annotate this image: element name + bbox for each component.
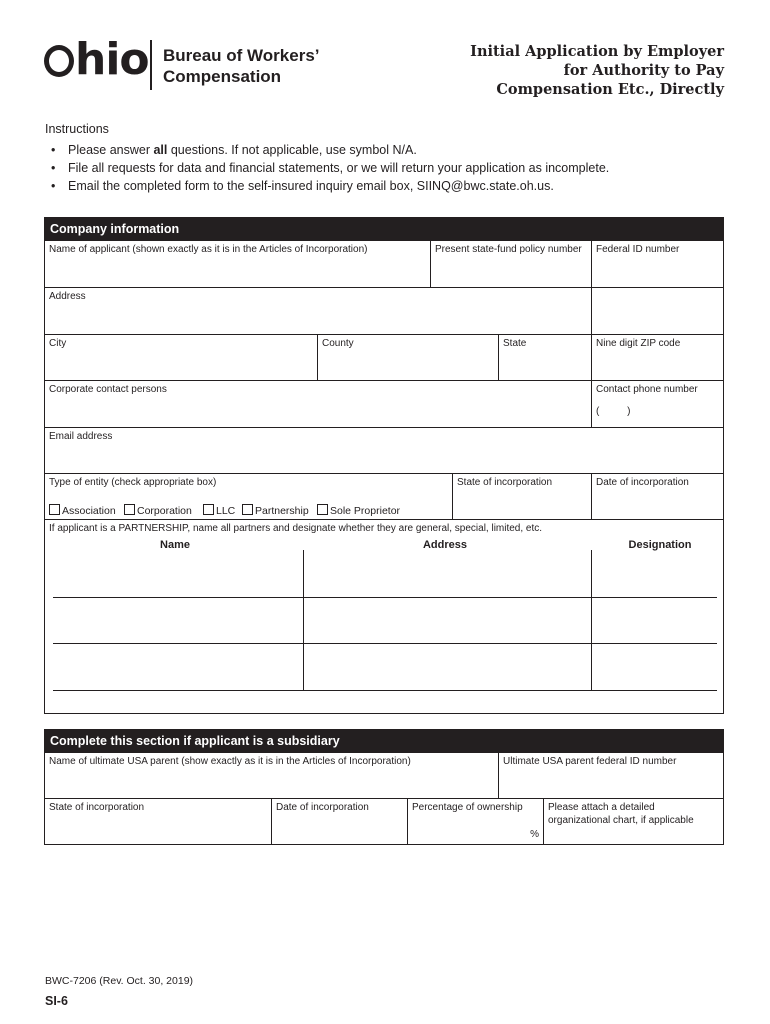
applicant-name-field[interactable]: Name of applicant (shown exactly as it is in the Articles of Incorporation) bbox=[45, 241, 431, 288]
partners-col-name: Name bbox=[160, 539, 190, 551]
partnership-note: If applicant is a PARTNERSHIP, name all partners and designate whether they are general, special, limited, etc. bbox=[49, 523, 543, 534]
policy-number-field[interactable]: Present state-fund policy number bbox=[431, 241, 592, 288]
county-field[interactable]: County bbox=[318, 335, 499, 381]
address-blank-cell bbox=[592, 288, 723, 335]
federal-id-field[interactable]: Federal ID number bbox=[592, 241, 723, 288]
checkbox-icon[interactable] bbox=[317, 504, 328, 515]
partners-col-designation: Designation bbox=[628, 539, 692, 551]
city-field[interactable]: City bbox=[45, 335, 318, 381]
partner-row-line[interactable] bbox=[53, 643, 717, 644]
bureau-name bbox=[163, 45, 320, 87]
partners-divider bbox=[591, 550, 592, 690]
checkbox-corporation[interactable]: Corporation bbox=[124, 504, 192, 517]
form-number: BWC-7206 (Rev. Oct. 30, 2019) bbox=[45, 975, 194, 987]
ohio-logo-o-icon bbox=[44, 45, 74, 77]
state-field[interactable]: State bbox=[499, 335, 592, 381]
state-of-incorporation-field[interactable]: State of incorporation bbox=[453, 474, 592, 520]
checkbox-icon[interactable] bbox=[49, 504, 60, 515]
sub-state-of-incorporation-field[interactable]: State of incorporation bbox=[45, 799, 272, 844]
date-of-incorporation-field[interactable]: Date of incorporation bbox=[592, 474, 723, 520]
entity-type-field: Type of entity (check appropriate box) bbox=[45, 474, 453, 520]
checkbox-partnership[interactable]: Partnership bbox=[242, 504, 309, 517]
phone-format: ( ) bbox=[596, 406, 631, 417]
checkbox-icon[interactable] bbox=[203, 504, 214, 515]
parent-federal-id-field[interactable]: Ultimate USA parent federal ID number bbox=[499, 753, 723, 799]
instructions-heading: Instructions bbox=[45, 122, 109, 136]
company-section-title: Company information bbox=[45, 218, 723, 241]
form-title-line-1: Initial Application by Employer bbox=[470, 43, 724, 60]
instruction-item: • File all requests for data and financial statements, or we will return your application as incomplete. bbox=[45, 159, 609, 177]
logo-divider bbox=[150, 40, 152, 90]
checkbox-icon[interactable] bbox=[242, 504, 253, 515]
checkbox-icon[interactable] bbox=[124, 504, 135, 515]
checkbox-sole-proprietor[interactable]: Sole Proprietor bbox=[317, 504, 400, 517]
form-title-line-3: Compensation Etc., Directly bbox=[496, 81, 724, 98]
subsidiary-section-title: Complete this section if applicant is a subsidiary bbox=[45, 730, 723, 753]
instruction-item: • Email the completed form to the self-insured inquiry email box, SIINQ@bwc.state.oh.us. bbox=[45, 177, 609, 195]
sub-date-of-incorporation-field[interactable]: Date of incorporation bbox=[272, 799, 408, 844]
ohio-logo bbox=[44, 34, 149, 85]
instructions-list bbox=[45, 141, 609, 195]
parent-name-field[interactable]: Name of ultimate USA parent (show exactly as it is in the Articles of Incorporation) bbox=[45, 753, 499, 799]
partner-row-line[interactable] bbox=[53, 690, 717, 691]
bureau-line-1: Bureau of Workers’ bbox=[163, 46, 320, 65]
instruction-item: • Please answer all questions. If not applicable, use symbol N/A. bbox=[45, 141, 609, 159]
address-field[interactable]: Address bbox=[45, 288, 592, 335]
ohio-logo-text: hio bbox=[75, 34, 149, 85]
partners-divider bbox=[303, 550, 304, 690]
contact-phone-field[interactable]: Contact phone number ( ) bbox=[592, 381, 723, 428]
checkbox-association[interactable]: Association bbox=[49, 504, 116, 517]
form-title-line-2: for Authority to Pay bbox=[563, 62, 724, 79]
form-title bbox=[394, 42, 724, 99]
org-chart-note: Please attach a detailed organizational chart, if applicable bbox=[548, 802, 694, 826]
percent-symbol: % bbox=[530, 829, 539, 840]
checkbox-llc[interactable]: LLC bbox=[203, 504, 235, 517]
contact-persons-field[interactable]: Corporate contact persons bbox=[45, 381, 592, 428]
bureau-line-2: Compensation bbox=[163, 67, 282, 86]
percentage-ownership-field[interactable]: Percentage of ownership % bbox=[408, 799, 544, 844]
partners-col-address: Address bbox=[422, 539, 468, 551]
partner-row-line[interactable] bbox=[53, 597, 717, 598]
form-code: SI-6 bbox=[45, 994, 68, 1008]
zip-field[interactable]: Nine digit ZIP code bbox=[592, 335, 723, 381]
subsidiary-section bbox=[44, 729, 724, 845]
email-field[interactable]: Email address bbox=[45, 428, 723, 474]
company-information-section bbox=[44, 217, 724, 714]
